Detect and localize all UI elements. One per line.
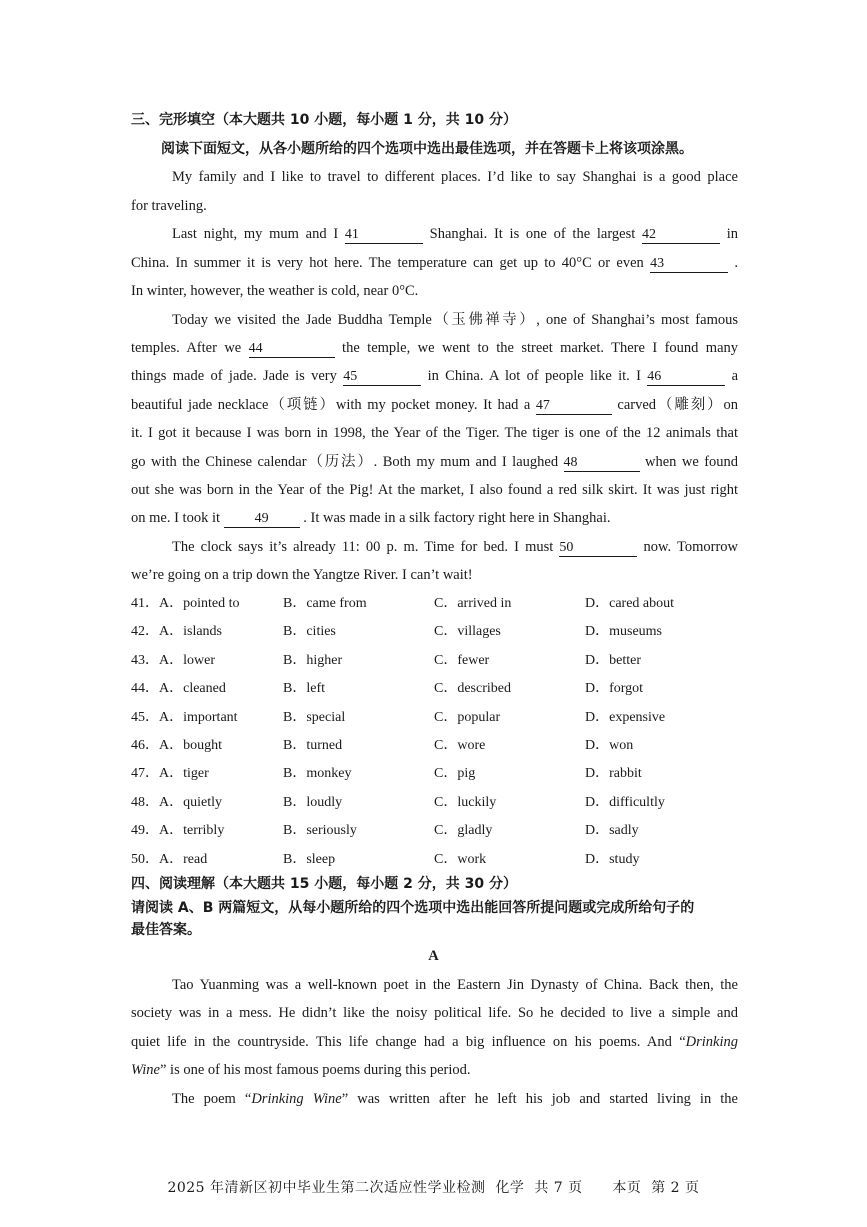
section-3-heading: 三、完形填空（本大题共 10 小题，每小题 1 分，共 10 分） [131,112,517,128]
option-d: D．better [585,653,641,668]
cloze-paragraph-3-line-2 [131,338,738,358]
option-row-42 [131,622,738,642]
text: temples. After we [131,340,242,356]
blank-45: 45 [343,368,421,386]
option-d: D．rabbit [585,766,642,781]
option-d: D．sadly [585,823,639,838]
blank-42: 42 [642,226,720,244]
option-a: 43．A．lower [131,653,215,668]
option-b: B．seriously [283,823,357,838]
option-d: D．study [585,852,640,867]
option-a: 49．A．terribly [131,823,225,838]
text: carved（雕刻）on [617,397,739,413]
poem-title: Drinking [685,1034,738,1050]
option-b: B．turned [283,738,343,753]
section-4-instruction-line-1: 请阅读 A、B 两篇短文，从每小题所给的四个选项中选出能回答所提问题或完成所给句子的 [131,900,695,916]
option-d: D．expensive [585,710,666,725]
option-d: D．difficultly [585,795,665,810]
option-row-45 [131,708,738,728]
text: . [734,255,739,271]
option-row-50 [131,850,738,870]
option-b: B．left [283,681,325,696]
option-b: B．loudly [283,795,343,810]
option-row-43 [131,651,738,671]
blank-48: 48 [564,454,640,472]
cloze-paragraph-3-line-3 [131,366,738,386]
cloze-paragraph-3-line-5: it. I got it because I was born in 1998, the Year of the Tiger. The tiger is one of the 12 animals that [131,425,738,441]
option-c: C．gladly [434,823,493,838]
blank-44: 44 [249,340,335,358]
text: beautiful jade necklace（项链）with my pocket money. It had a [131,397,531,413]
passage-a-line-1: Tao Yuanming was a well-known poet in the Eastern Jin Dynasty of China. Back then, the [172,977,738,993]
option-b: B．cities [283,624,336,639]
option-row-49 [131,821,738,841]
section-3-instruction: 阅读下面短文，从各小题所给的四个选项中选出最佳选项，并在答题卡上将该项涂黑。 [161,141,693,157]
option-c: C．work [434,852,487,867]
option-d: D．won [585,738,634,753]
text: things made of jade. Jade is very [131,368,337,384]
cloze-paragraph-3-line-8 [131,508,738,528]
section-4-heading: 四、阅读理解（本大题共 15 小题，每小题 2 分，共 30 分） [131,876,517,892]
cloze-paragraph-2-line-2 [131,253,738,273]
option-c: C．fewer [434,653,490,668]
cloze-paragraph-2-line-3: In winter, however, the weather is cold, near 0°C. [131,283,419,299]
option-a: 47．A．tiger [131,766,209,781]
option-c: C．wore [434,738,486,753]
section-4-instruction-line-2: 最佳答案。 [131,922,201,938]
option-a: 44．A．cleaned [131,681,226,696]
option-a: 50．A．read [131,852,208,867]
option-c: C．pig [434,766,476,781]
text: on me. I took it [131,510,221,526]
cloze-paragraph-3-line-6 [131,452,738,472]
option-row-46 [131,736,738,756]
option-row-47 [131,764,738,784]
text: ” is one of his most famous poems during this period. [160,1062,471,1078]
option-d: D．forgot [585,681,644,696]
poem-title: Drinking Wine [251,1091,342,1107]
text: in [726,226,738,242]
option-c: C．villages [434,624,501,639]
cloze-paragraph-3-line-4 [131,395,738,415]
option-a: 41．A．pointed to [131,596,240,611]
text: go with the Chinese calendar（历法）. Both my mum and I laughed [131,454,559,470]
option-c: C．described [434,681,511,696]
option-row-48 [131,793,738,813]
blank-47: 47 [536,397,612,415]
cloze-paragraph-1-line-2: for traveling. [131,198,207,214]
text: when we found [645,454,739,470]
text: Last night, my mum and I [172,226,339,242]
passage-a-line-3 [131,1032,738,1052]
text: now. Tomorrow [643,539,739,555]
option-a: 46．A．bought [131,738,222,753]
cloze-paragraph-3-line-7: out she was born in the Year of the Pig! At the market, I also found a red silk skirt. It was just right [131,482,738,498]
blank-41: 41 [345,226,423,244]
option-c: C．luckily [434,795,497,810]
text: . It was made in a silk factory right here in Shanghai. [303,510,611,526]
cloze-paragraph-2-line-1 [172,224,738,244]
text: The poem “ [172,1091,252,1107]
option-c: C．arrived in [434,596,512,611]
page-footer: 2025 年清新区初中毕业生第二次适应性学业检测 化学 共 7 页 本页 第 2 页 [167,1180,700,1196]
option-row-41 [131,594,738,614]
passage-a-line-2: society was in a mess. He didn’t like the noisy political life. So he decided to live a simple and [131,1005,738,1021]
option-a: 45．A．important [131,710,238,725]
cloze-paragraph-4-line-1 [172,537,738,557]
text: ” was written after he left his job and started living in the [341,1091,738,1107]
cloze-paragraph-4-line-2: we’re going on a trip down the Yangtze River. I can’t wait! [131,567,473,583]
text: in China. A lot of people like it. I [427,368,641,384]
blank-49: 49 [224,510,300,528]
blank-46: 46 [647,368,725,386]
text: Shanghai. It is one of the largest [429,226,636,242]
option-d: D．museums [585,624,662,639]
option-b: B．came from [283,596,367,611]
text: the temple, we went to the street market. There I found many [342,340,739,356]
passage-a-line-5 [172,1089,738,1109]
text: China. In summer it is very hot here. The temperature can get up to 40°C or even [131,255,644,271]
cloze-paragraph-3-line-1: Today we visited the Jade Buddha Temple（玉佛禅寺）, one of Shanghai’s most famous [172,312,738,328]
text: a [731,368,739,384]
passage-a-line-4 [131,1060,738,1080]
option-b: B．monkey [283,766,352,781]
cloze-paragraph-1-line-1: My family and I like to travel to different places. I’d like to say Shanghai is a good place [172,169,738,185]
option-b: B．sleep [283,852,336,867]
option-b: B．special [283,710,346,725]
blank-43: 43 [650,255,728,273]
text: quiet life in the countryside. This life change had a big influence on his poems. And “ [131,1034,686,1050]
option-b: B．higher [283,653,343,668]
passage-a-title: A [428,948,439,964]
blank-50: 50 [559,539,637,557]
poem-title: Wine [131,1062,160,1078]
option-a: 42．A．islands [131,624,222,639]
option-a: 48．A．quietly [131,795,222,810]
option-d: D．cared about [585,596,675,611]
text: The clock says it’s already 11: 00 p. m. Time for bed. I must [172,539,554,555]
option-row-44 [131,679,738,699]
option-c: C．popular [434,710,501,725]
